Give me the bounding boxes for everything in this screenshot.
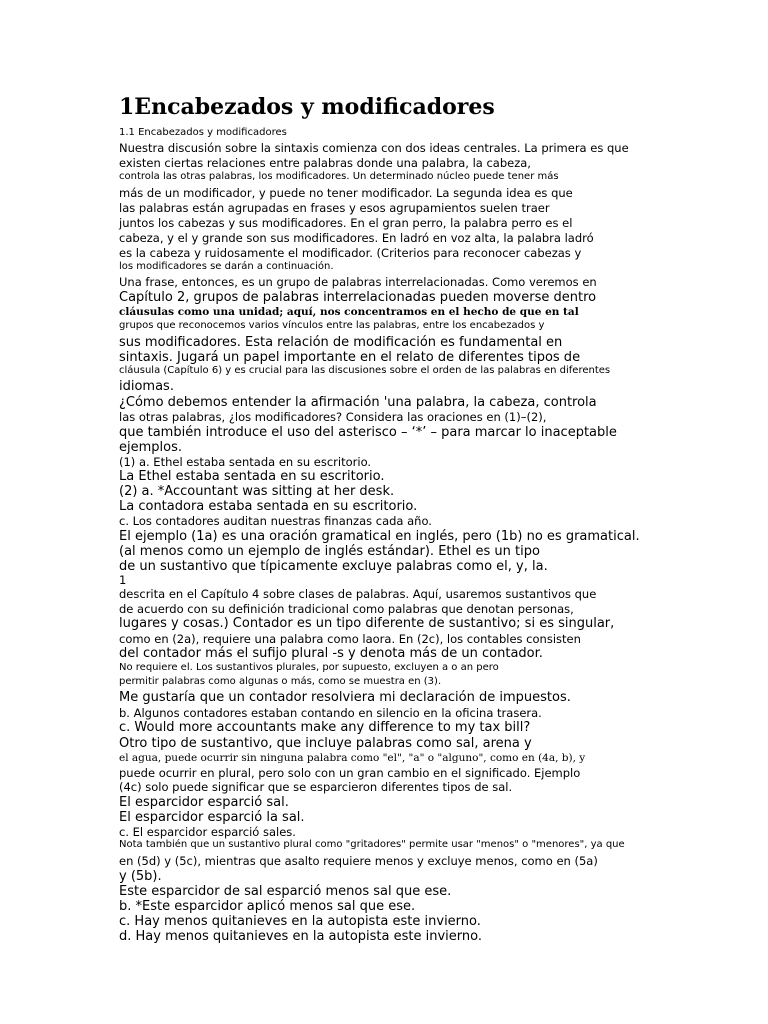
- text-line: ejemplos.: [119, 440, 182, 455]
- text-line: descrita en el Capítulo 4 sobre clases de palabras. Aquí, usaremos sustantivos que: [119, 587, 597, 601]
- footnote-number: 1: [119, 573, 127, 587]
- text-line: lugares y cosas.) Contador es un tipo diferente de sustantivo; si es singular,: [119, 616, 615, 631]
- text-line: existen ciertas relaciones entre palabras donde una palabra, la cabeza,: [119, 156, 531, 170]
- text-line: cláusula (Capítulo 6) y es crucial para las discusiones sobre el orden de las palabras en diferentes: [119, 365, 611, 376]
- text-line: (4c) solo puede significar que se esparcieron diferentes tipos de sal.: [119, 780, 513, 794]
- text-line: el agua, puede ocurrir sin ninguna palabra como "el", "a" o "alguno", como en (4a, b), y: [119, 752, 586, 764]
- text-line: más de un modificador, y puede no tener modificador. La segunda idea es que: [119, 186, 573, 200]
- section-heading: 1.1 Encabezados y modificadores: [119, 127, 287, 138]
- example-line: Este esparcidor de sal esparció menos sal que ese.: [119, 884, 452, 899]
- text-line: las palabras están agrupadas en frases y esos agrupamientos suelen traer: [119, 201, 550, 215]
- text-line: de un sustantivo que típicamente excluye palabras como el, y, la.: [119, 559, 548, 574]
- text-line: en (5d) y (5c), mientras que asalto requiere menos y excluye menos, como en (5a): [119, 854, 598, 868]
- text-line: Nota también que un sustantivo plural como "gritadores" permite usar "menos" o "menores", ya que: [119, 839, 625, 850]
- example-line: b. *Este esparcidor aplicó menos sal que ese.: [119, 899, 416, 914]
- text-line: idiomas.: [119, 379, 174, 394]
- text-line: Nuestra discusión sobre la sintaxis comienza con dos ideas centrales. La primera es que: [119, 141, 629, 155]
- text-line: ¿Cómo debemos entender la afirmación 'una palabra, la cabeza, controla: [119, 395, 597, 410]
- example-line: c. El esparcidor esparció sales.: [119, 825, 296, 839]
- example-line: (2) a. *Accountant was sitting at her desk.: [119, 484, 395, 499]
- example-line: d. Hay menos quitanieves en la autopista este invierno.: [119, 929, 482, 944]
- text-line: que también introduce el uso del asterisco – ‘*’ – para marcar lo inaceptable: [119, 425, 617, 440]
- text-line: No requiere el. Los sustantivos plurales, por supuesto, excluyen a o an pero: [119, 662, 499, 673]
- text-line: El ejemplo (1a) es una oración gramatical en inglés, pero (1b) no es gramatical.: [119, 529, 640, 544]
- example-line: c. Would more accountants make any difference to my tax bill?: [119, 720, 531, 735]
- page-title: 1Encabezados y modificadores: [119, 94, 495, 120]
- example-line: El esparcidor esparció la sal.: [119, 810, 305, 825]
- text-line: Una frase, entonces, es un grupo de palabras interrelacionadas. Como veremos en: [119, 275, 597, 289]
- text-line: controla las otras palabras, los modificadores. Un determinado núcleo puede tener más: [119, 171, 559, 182]
- text-line: como en (2a), requiere una palabra como laora. En (2c), los contables consisten: [119, 632, 581, 646]
- example-line: Me gustaría que un contador resolviera mi declaración de impuestos.: [119, 690, 571, 705]
- example-line: c. Los contadores auditan nuestras finanzas cada año.: [119, 514, 432, 528]
- text-line: las otras palabras, ¿los modificadores? Considera las oraciones en (1)–(2),: [119, 410, 547, 424]
- text-line: Otro tipo de sustantivo, que incluye palabras como sal, arena y: [119, 736, 532, 751]
- example-line: El esparcidor esparció sal.: [119, 795, 289, 810]
- text-line: del contador más el sufijo plural -s y denota más de un contador.: [119, 646, 543, 661]
- text-line: cabeza, y el y grande son sus modificadores. En ladró en voz alta, la palabra ladró: [119, 231, 594, 245]
- text-line: (al menos como un ejemplo de inglés estándar). Ethel es un tipo: [119, 544, 540, 559]
- text-line: puede ocurrir en plural, pero solo con un gran cambio en el significado. Ejemplo: [119, 766, 581, 780]
- text-line: los modificadores se darán a continuación.: [119, 261, 334, 272]
- text-line: de acuerdo con su definición tradicional como palabras que denotan personas,: [119, 602, 574, 616]
- text-line: permitir palabras como algunas o más, como se muestra en (3).: [119, 676, 442, 687]
- text-line: sus modificadores. Esta relación de modificación es fundamental en: [119, 335, 563, 350]
- example-line: c. Hay menos quitanieves en la autopista este invierno.: [119, 914, 481, 929]
- text-line: juntos los cabezas y sus modificadores. En el gran perro, la palabra perro es el: [119, 216, 573, 230]
- text-line: cláusulas como una unidad; aquí, nos concentramos en el hecho de que en tal: [119, 306, 579, 318]
- text-line: grupos que reconocemos varios vínculos entre las palabras, entre los encabezados y: [119, 320, 545, 331]
- text-line: Capítulo 2, grupos de palabras interrelacionadas pueden moverse dentro: [119, 290, 597, 305]
- example-line: b. Algunos contadores estaban contando en silencio en la oficina trasera.: [119, 706, 542, 720]
- example-line: La Ethel estaba sentada en su escritorio.: [119, 469, 385, 484]
- text-line: y (5b).: [119, 869, 162, 884]
- example-line: (1) a. Ethel estaba sentada en su escritorio.: [119, 455, 372, 469]
- example-line: La contadora estaba sentada en su escritorio.: [119, 499, 418, 514]
- text-line: sintaxis. Jugará un papel importante en el relato de diferentes tipos de: [119, 350, 581, 365]
- text-line: es la cabeza y ruidosamente el modificador. (Criterios para reconocer cabezas y: [119, 246, 582, 260]
